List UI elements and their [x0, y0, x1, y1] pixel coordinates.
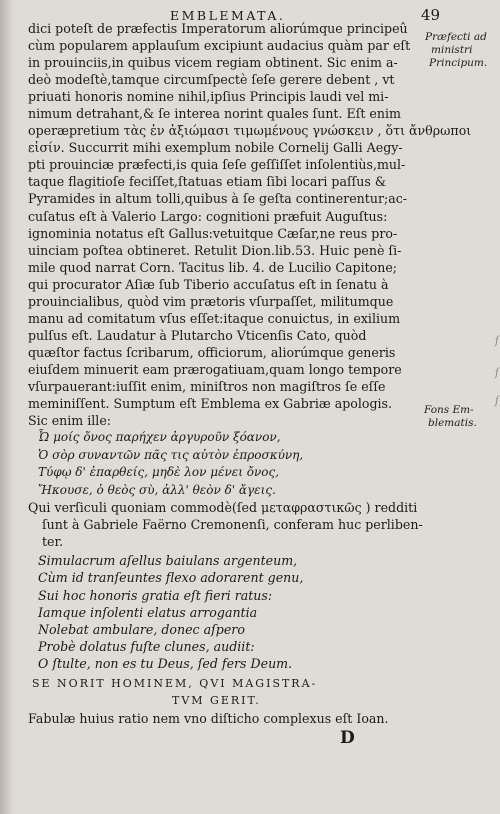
bleed-through-text: ſ [494, 366, 500, 379]
text-line: cuſatus eſt à Valerio Largo: cognitioni præfuit Auguſtus: [28, 208, 388, 224]
text-line: vſurpauerant:iuſſit enim, miniſtros non magiſtros ſe eſſe [28, 378, 386, 394]
text-line: Qui verſiculi quoniam commodè(ſed μεταφραστικῶς ) redditi [28, 500, 418, 516]
text-line: ter. [42, 534, 64, 550]
text-line: cùm popularem applauſum excipiunt audacius quàm par eſt [28, 38, 411, 54]
motto-line: SE NORIT HOMINEM, QVI MAGISTRA- [32, 676, 318, 690]
latin-verse-line: Nolebat ambulare, donec aſpero [38, 622, 245, 638]
text-line: manu ad comitatum vſus eſſet:itaque conuictus, in exilium [28, 310, 401, 326]
margin-note-praefecti: Præfecti ad ministri Principum. [425, 31, 488, 69]
running-title: EMBLEMATA. [170, 8, 286, 23]
text-line: ſunt à Gabriele Faërno Cremonenſi, conferam huc perliben- [42, 517, 423, 533]
text-line: prouincialibus, quòd vim prætoris vſurpaſſet, militumque [28, 293, 394, 309]
catchword: D [340, 728, 355, 748]
bleed-through-text: ſ [494, 334, 500, 347]
text-line: deò modeſtè,tamque circumſpectè ſeſe gerere debent , vt [28, 72, 395, 88]
greek-verse-line: Ὁ σὸρ συναντῶν πᾶς τις αὐτὸν ἐπροσκύνη, [38, 447, 304, 462]
page-number: 49 [420, 6, 440, 24]
latin-verse-line: Probè dolatus fuſte clunes, audiit: [38, 639, 255, 655]
margin-note-fons: Fons Em- blematis. [424, 404, 477, 429]
latin-verse-line: Sui hoc honoris gratia eſt fieri ratus: [38, 587, 273, 603]
text-line: eiuſdem minuerit eam prærogatiuam,quam longo tempore [28, 361, 402, 377]
text-line: taque flagitioſe feciſſet,ſtatuas etiam ſibi locari paſſus & [28, 174, 387, 190]
latin-verse-line: O ſtulte, non es tu Deus, ſed fers Deum. [38, 656, 293, 672]
bleed-through-text: ſ [494, 394, 500, 407]
greek-verse-line: Τύφῳ δ' ἐπαρθείς, μηδὲ λον μένει ὄνος, [38, 465, 280, 480]
text-line: ignominia notatus eſt Gallus:vetuitque Cæſar,ne reus pro- [28, 225, 398, 241]
page-gutter-shadow [0, 0, 14, 814]
text-line: dici poteſt de præfectis Imperatorum aliorúmque principeû [28, 21, 408, 36]
greek-verse-line: Ὦ μοίς ὄνος παρήχεν ἀργυροῦν ξόανον, [38, 430, 281, 445]
text-line: pti prouinciæ præfecti,is quia ſeſe geſſiſſet inſolentiùs,mul- [28, 157, 406, 173]
text-line: Sic enim ille: [28, 413, 112, 429]
text-line: quæſtor factus ſcribarum, officiorum, aliorúmque generis [28, 344, 396, 360]
text-line: priuati honoris nomine nihil,ipſius Principis laudi vel mi- [28, 89, 389, 105]
text-line: εἰσίν. Succurrit mihi exemplum nobile Cornelij Galli Aegy- [28, 140, 403, 156]
emblem-motto [28, 675, 422, 709]
text-line: Pyramides in altum tolli,quibus à ſe geſta continerentur;ac- [28, 191, 408, 207]
text-line: Fabulæ huius ratio nem vno diſticho complexus eſt Ioan. [28, 710, 389, 726]
text-line: in prouinciis,in quibus vicem regiam obtinent. Sic enim a- [28, 55, 398, 71]
latin-verse [28, 552, 422, 672]
text-line: pulſus eſt. Laudatur à Plutarcho Vticenſis Cato, quòd [28, 327, 367, 343]
text-line: operæpretium τὰς ἐν ἀξιώμασι τιμωμένους γνώσκειν , ὅτι ἄνθρωποι [28, 123, 472, 139]
greek-verse-line: Ἤκουσε, ὁ θεὸς σὺ, ἀλλ' θεὸν δ' ἄγεις. [38, 482, 276, 497]
motto-line: TVM GERIT. [172, 693, 261, 707]
text-line: meminiſſent. Sumptum eſt Emblema ex Gabriæ apologis. [28, 396, 393, 412]
text-line: qui procurator Aſiæ ſub Tiberio accuſatus eſt in ſenatu à [28, 276, 389, 292]
text-line: mile quod narrat Corn. Tacitus lib. 4. de Lucilio Capitone; [28, 259, 398, 275]
text-line: nimum detrahant,& ſe interea norint quales ſunt. Eſt enim [28, 106, 401, 122]
latin-verse-line: Iamque inſolenti elatus arrogantia [38, 604, 258, 620]
text-line: uinciam poſtea obtineret. Retulit Dion.lib.53. Huic penè ſi- [28, 242, 402, 258]
greek-verse [28, 429, 422, 499]
latin-verse-line: Simulacrum aſellus baiulans argenteum, [38, 553, 298, 569]
latin-verse-line: Cùm id tranſeuntes flexo adorarent genu, [38, 570, 304, 586]
